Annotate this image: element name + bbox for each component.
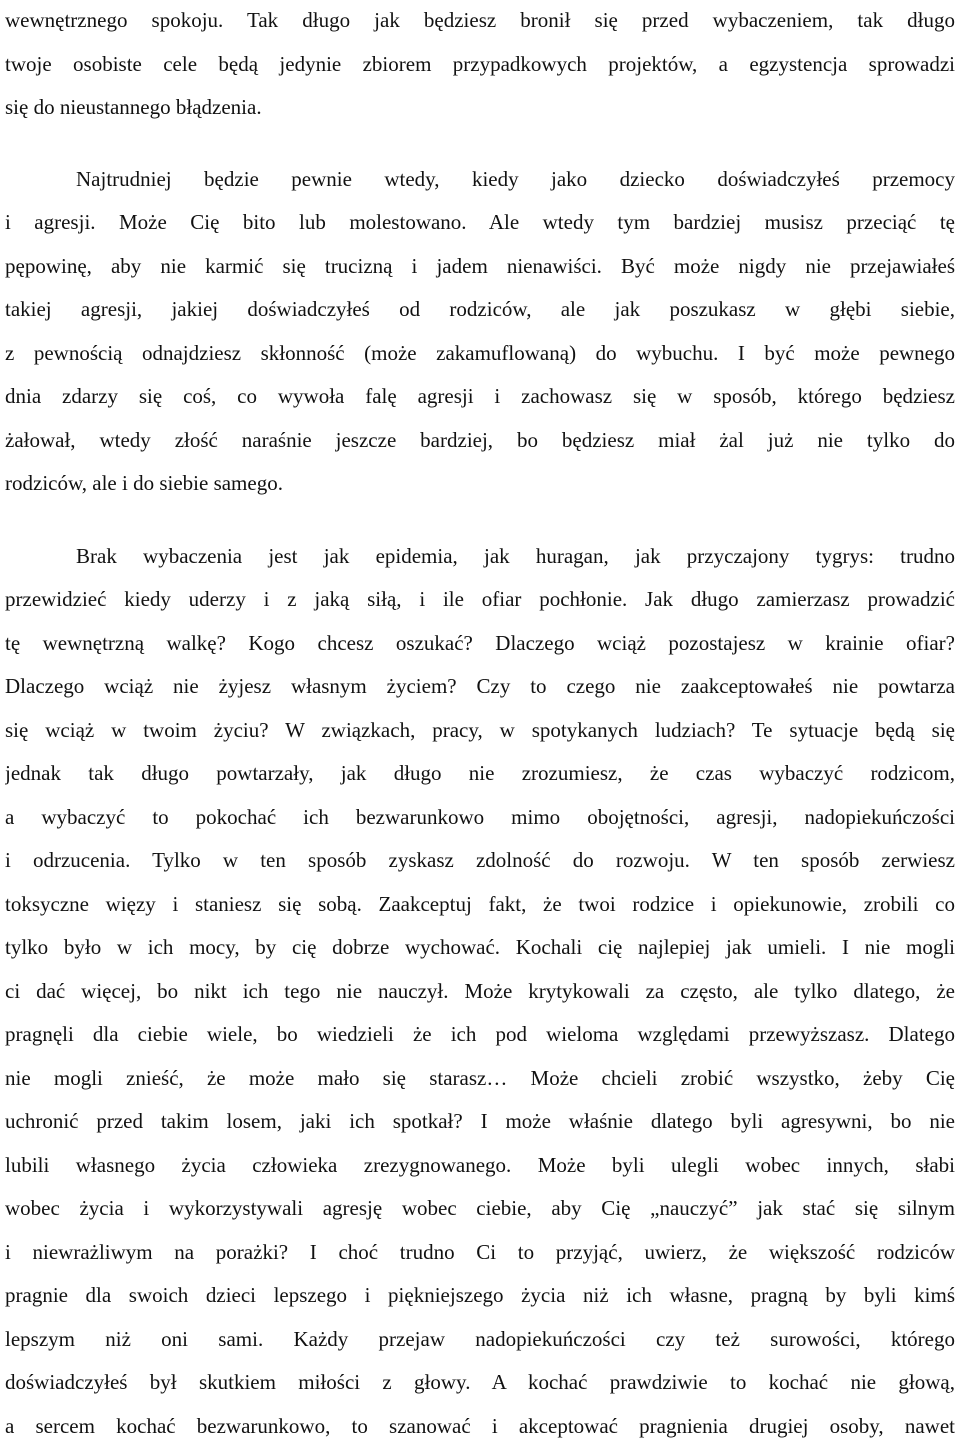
document-page — [5, 0, 955, 1448]
text-line: pępowinę, aby nie karmić się trucizną i jadem nienawiści. Być może nigdy nie przejawiałeś — [5, 245, 955, 289]
text-line: wobec życia i wykorzystywali agresję wobec ciebie, aby Cię „nauczyć” jak stać się silnym — [5, 1187, 955, 1231]
text-line: wewnętrznego spokoju. Tak długo jak będziesz bronił się przed wybaczeniem, tak długo — [5, 0, 955, 43]
text-line: Brak wybaczenia jest jak epidemia, jak huragan, jak przyczajony tygrys: trudno — [5, 535, 955, 579]
text-line: się wciąż w twoim życiu? W związkach, pracy, w spotykanych ludziach? Te sytuacje będą się — [5, 709, 955, 753]
text-line: a wybaczyć to pokochać ich bezwarunkowo mimo obojętności, agresji, nadopiekuńczości — [5, 796, 955, 840]
text-line: dnia zdarzy się coś, co wywoła falę agresji i zachowasz się w sposób, którego będziesz — [5, 375, 955, 419]
text-line: ci dać więcej, bo nikt ich tego nie nauczył. Może krytykowali za często, ale tylko dlatego, że — [5, 970, 955, 1014]
paragraph-3 — [5, 535, 955, 1448]
text-line: żałował, wtedy złość naraśnie jeszcze bardziej, bo będziesz miał żal już nie tylko do — [5, 419, 955, 463]
text-line: twoje osobiste cele będą jedynie zbiorem przypadkowych projektów, a egzystencja sprowadzi — [5, 43, 955, 87]
paragraph-spacer — [5, 130, 955, 158]
text-line: pragnęli dla ciebie wiele, bo wiedzieli że ich pod wieloma względami przewyższasz. Dlatego — [5, 1013, 955, 1057]
text-line: uchronić przed takim losem, jaki ich spotkał? I może właśnie dlatego byli agresywni, bo nie — [5, 1100, 955, 1144]
text-line: się do nieustannego błądzenia. — [5, 86, 955, 130]
text-line: a sercem kochać bezwarunkowo, to szanować i akceptować pragnienia drugiej osoby, nawet — [5, 1405, 955, 1448]
text-line: lepszym niż oni sami. Każdy przejaw nadopiekuńczości czy też surowości, którego — [5, 1318, 955, 1362]
paragraph-1 — [5, 0, 955, 130]
text-line: tylko było w ich mocy, by cię dobrze wychować. Kochali cię najlepiej jak umieli. I nie mogli — [5, 926, 955, 970]
text-line: przewidzieć kiedy uderzy i z jaką siłą, i ile ofiar pochłonie. Jak długo zamierzasz prowadzić — [5, 578, 955, 622]
text-line: nie mogli znieść, że może mało się starasz… Może chcieli zrobić wszystko, żeby Cię — [5, 1057, 955, 1101]
text-line: doświadczyłeś był skutkiem miłości z głowy. A kochać prawdziwie to kochać nie głową, — [5, 1361, 955, 1405]
paragraph-2 — [5, 158, 955, 506]
text-line: tę wewnętrzną walkę? Kogo chcesz oszukać? Dlaczego wciąż pozostajesz w krainie ofiar? — [5, 622, 955, 666]
text-line: i niewrażliwym na porażki? I choć trudno Ci to przyjąć, uwierz, że większość rodziców — [5, 1231, 955, 1275]
text-line: pragnie dla swoich dzieci lepszego i piękniejszego życia niż ich własne, pragną by byli kimś — [5, 1274, 955, 1318]
text-line: Najtrudniej będzie pewnie wtedy, kiedy jako dziecko doświadczyłeś przemocy — [5, 158, 955, 202]
text-line: i odrzucenia. Tylko w ten sposób zyskasz zdolność do rozwoju. W ten sposób zerwiesz — [5, 839, 955, 883]
text-line: jednak tak długo powtarzały, jak długo nie zrozumiesz, że czas wybaczyć rodzicom, — [5, 752, 955, 796]
text-line: Dlaczego wciąż nie żyjesz własnym życiem? Czy to czego nie zaakceptowałeś nie powtarza — [5, 665, 955, 709]
text-line: lubili własnego życia człowieka zrezygnowanego. Może byli ulegli wobec innych, słabi — [5, 1144, 955, 1188]
text-line: i agresji. Może Cię bito lub molestowano. Ale wtedy tym bardziej musisz przeciąć tę — [5, 201, 955, 245]
paragraph-spacer — [5, 506, 955, 535]
text-line: z pewnością odnajdziesz skłonność (może zakamuflowaną) do wybuchu. I być może pewnego — [5, 332, 955, 376]
text-line: rodziców, ale i do siebie samego. — [5, 462, 955, 506]
text-line: takiej agresji, jakiej doświadczyłeś od rodziców, ale jak poszukasz w głębi siebie, — [5, 288, 955, 332]
text-line: toksyczne więzy i staniesz się sobą. Zaakceptuj fakt, że twoi rodzice i opiekunowie, zrobili co — [5, 883, 955, 927]
